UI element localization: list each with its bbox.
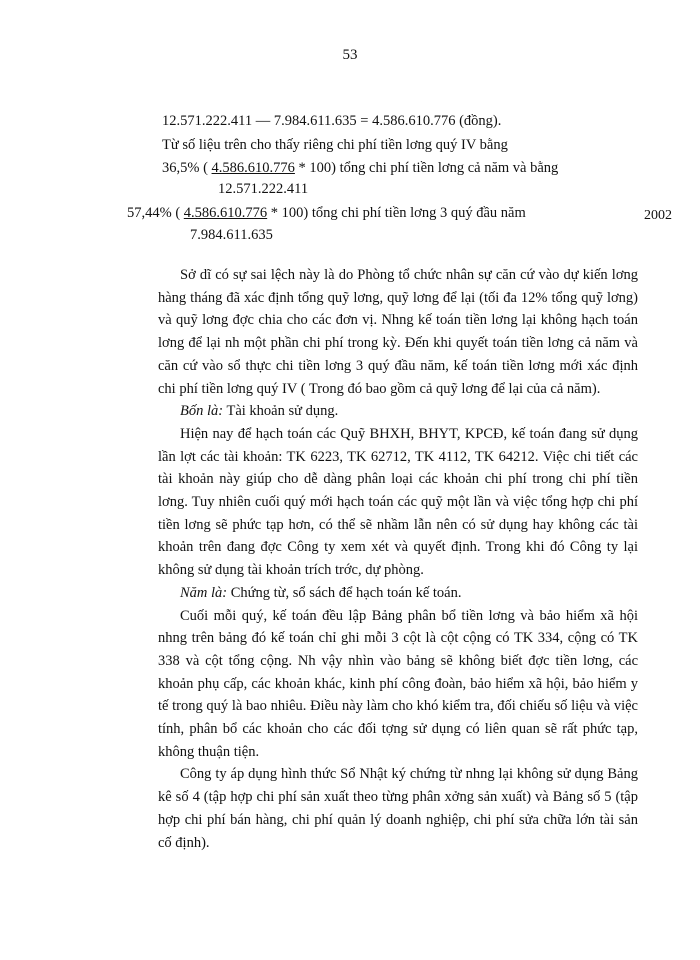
fraction-tail-1: * 100) tổng chi phí tiền lơng cả năm và bằng — [298, 160, 559, 176]
denominator-1: 12.571.222.411 — [218, 181, 309, 197]
equation-line: 12.571.222.411 — 7.984.611.635 = 4.586.610.776 (đồng). — [162, 113, 502, 129]
heading-5-text: Chứng từ, sổ sách để hạch toán kế toán. — [227, 584, 462, 601]
paragraph-1: Sở dĩ có sự sai lệch này là do Phòng tổ chức nhân sự căn cứ vào dự kiến lơng hàng tháng đã xác định tổng quỹ lơng, quỹ lơng để lại (tối đa 12% tổng quỹ lơng) và quỹ lơng đợc chia cho các đơn vị. Nhng kế toán tiền lơng lại không hạch toán lơng để lại nh một phần chi phí trong kỳ. Đến khi quyết toán tiền lơng cả năm và căn cứ vào sổ thực chi tiền lơng 3 quý đầu năm, kế toán tiền lơng mới xác định chi phí tiền lơng quý IV ( Trong đó bao gồm cả quỹ lơng để lại của cả năm). — [158, 267, 638, 397]
heading-4-text: Tài khoản sử dụng. — [223, 403, 339, 420]
heading-4-label: Bốn là: — [180, 403, 224, 420]
paragraph-4: Công ty áp dụng hình thức Sổ Nhật ký chứng từ nhng lại không sử dụng Bảng kê số 4 (tập hợp chi phí sản xuất theo từng phân xởng sản xuất) và Bảng số 5 (tập hợp chi phí bán hàng, chi phí quản lý doanh nghiệp, chi phí sửa chữa lớn tài sản cố định). — [158, 766, 638, 851]
paragraph-3: Cuối mỗi quý, kế toán đều lập Bảng phân bổ tiền lơng và bảo hiểm xã hội nhng trên bảng đó kế toán chỉ ghi mỗi 3 cột là cột cộng có TK 334, cộng có TK 338 và cột tổng cộng. Nh vậy nhìn vào bảng sẽ không biết đợc tiền lơng, các khoản phụ cấp, các khoản khác, kinh phí công đoàn, bảo hiểm xã hội, bảo hiểm y tế trong quý là bao nhiêu. Điều này làm cho khó kiểm tra, đối chiếu số liệu và việc tính, phân bổ các khoản cho các đối tợng sử dụng có liên quan sẽ rất phức tạp, không thuận tiện. — [158, 607, 638, 760]
year-label: 2002 — [644, 208, 672, 223]
denominator-2: 7.984.611.635 — [190, 227, 273, 243]
percent-1: 36,5% ( — [162, 160, 208, 176]
page-number: 53 — [342, 47, 358, 63]
body-text — [158, 264, 638, 854]
intro-line: Từ số liệu trên cho thấy riêng chi phí tiền lơng quý IV bằng — [162, 137, 508, 153]
paragraph-2: Hiện nay để hạch toán các Quỹ BHXH, BHYT, KPCĐ, kế toán đang sử dụng lần lợt các tài khoản: TK 6223, TK 62712, TK 4112, TK 64212. Việc chi tiết các tài khoản này giúp cho dễ dàng phân loại các khoản chi phí trong chi phí tiền lơng. Tuy nhiên cuối quý mới hạch toán các quỹ một lần và việc tổng hợp chi phí tiền lơng sẽ phức tạp hơn, có thể sẽ nhầm lẫn nên có sử dụng hay không các tài khoản trên đang đợc Công ty xem xét và quyết định. Trong khi đó Công ty lại không sử dụng tài khoản trích trớc, dự phòng. — [158, 425, 638, 579]
heading-5 — [158, 582, 638, 605]
fraction-line-2 — [127, 204, 526, 222]
numerator-2: 4.586.610.776 — [183, 205, 268, 221]
numerator-1: 4.586.610.776 — [211, 160, 295, 176]
percent-2: 57,44% ( — [127, 205, 181, 221]
heading-4 — [158, 400, 638, 423]
heading-5-label: Năm là: — [180, 584, 228, 601]
fraction-tail-2: * 100) tổng chi phí tiền lơng 3 quý đầu năm — [270, 205, 526, 221]
fraction-line-1 — [162, 159, 558, 177]
